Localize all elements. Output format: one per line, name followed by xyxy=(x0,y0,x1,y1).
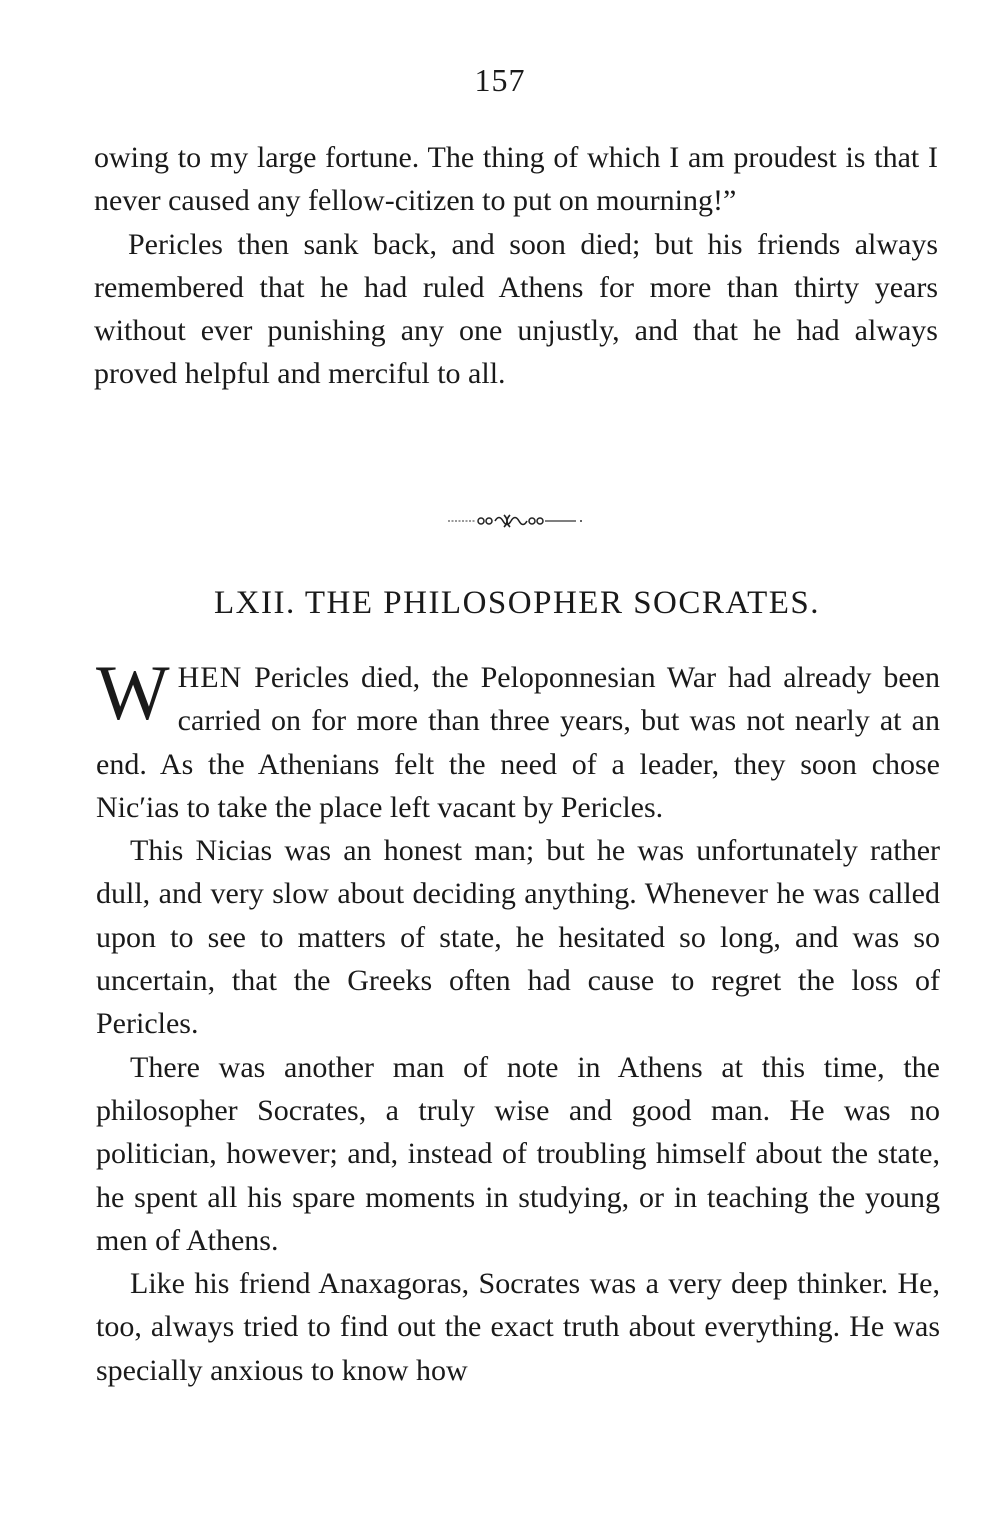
chapter-first-paragraph xyxy=(96,649,940,829)
continued-text xyxy=(94,136,938,396)
paragraph-anaxagoras: Like his friend Anaxagoras, Socrates was a very deep thinker. He, too, always tried to find out the exact truth about everything. He was specially anxious to know how xyxy=(96,1267,940,1387)
chapter-body xyxy=(96,649,940,1392)
page-number: 157 xyxy=(474,62,526,98)
floral-divider-icon xyxy=(448,511,588,531)
paragraph-socrates: There was another man of note in Athens at this time, the philosopher Socrates, a truly wise and good man. He was no politician, however; and, instead of troubling himself about the state, he spent all his spare moments in studying, or in teaching the young men of Athens. xyxy=(96,1050,940,1257)
paragraph-nicias: This Nicias was an honest man; but he was unfortunately rather dull, and very slow about deciding anything. Whenever he was called upon to see to matters of state, he hesitated so long, and was so uncertain, that the Greeks often had cause to regret the loss of Pericles. xyxy=(96,834,940,1041)
paragraph-pericles-death: Pericles then sank back, and soon died; but his friends always remembered that he had ruled Athens for more than thirty years without ever punishing any one unjustly, and that he had always proved helpful and merciful to all. xyxy=(94,227,938,391)
chapter-heading: LXII. THE PHILOSOPHER SOCRATES. xyxy=(213,585,821,621)
paragraph-continued: owing to my large fortune. The thing of which I am proudest is that I never caused any fellow-citizen to put on mourning!” xyxy=(94,141,938,218)
drop-cap: W xyxy=(96,649,170,736)
first-word: HEN xyxy=(177,661,243,694)
first-paragraph-text: Pericles died, the Peloponnesian War had already been carried on for more than three years, but was not nearly at an end. As the Athenians felt the need of a leader, they soon chose Nic′ias to take the place left vacant by Pericles. xyxy=(96,661,940,824)
